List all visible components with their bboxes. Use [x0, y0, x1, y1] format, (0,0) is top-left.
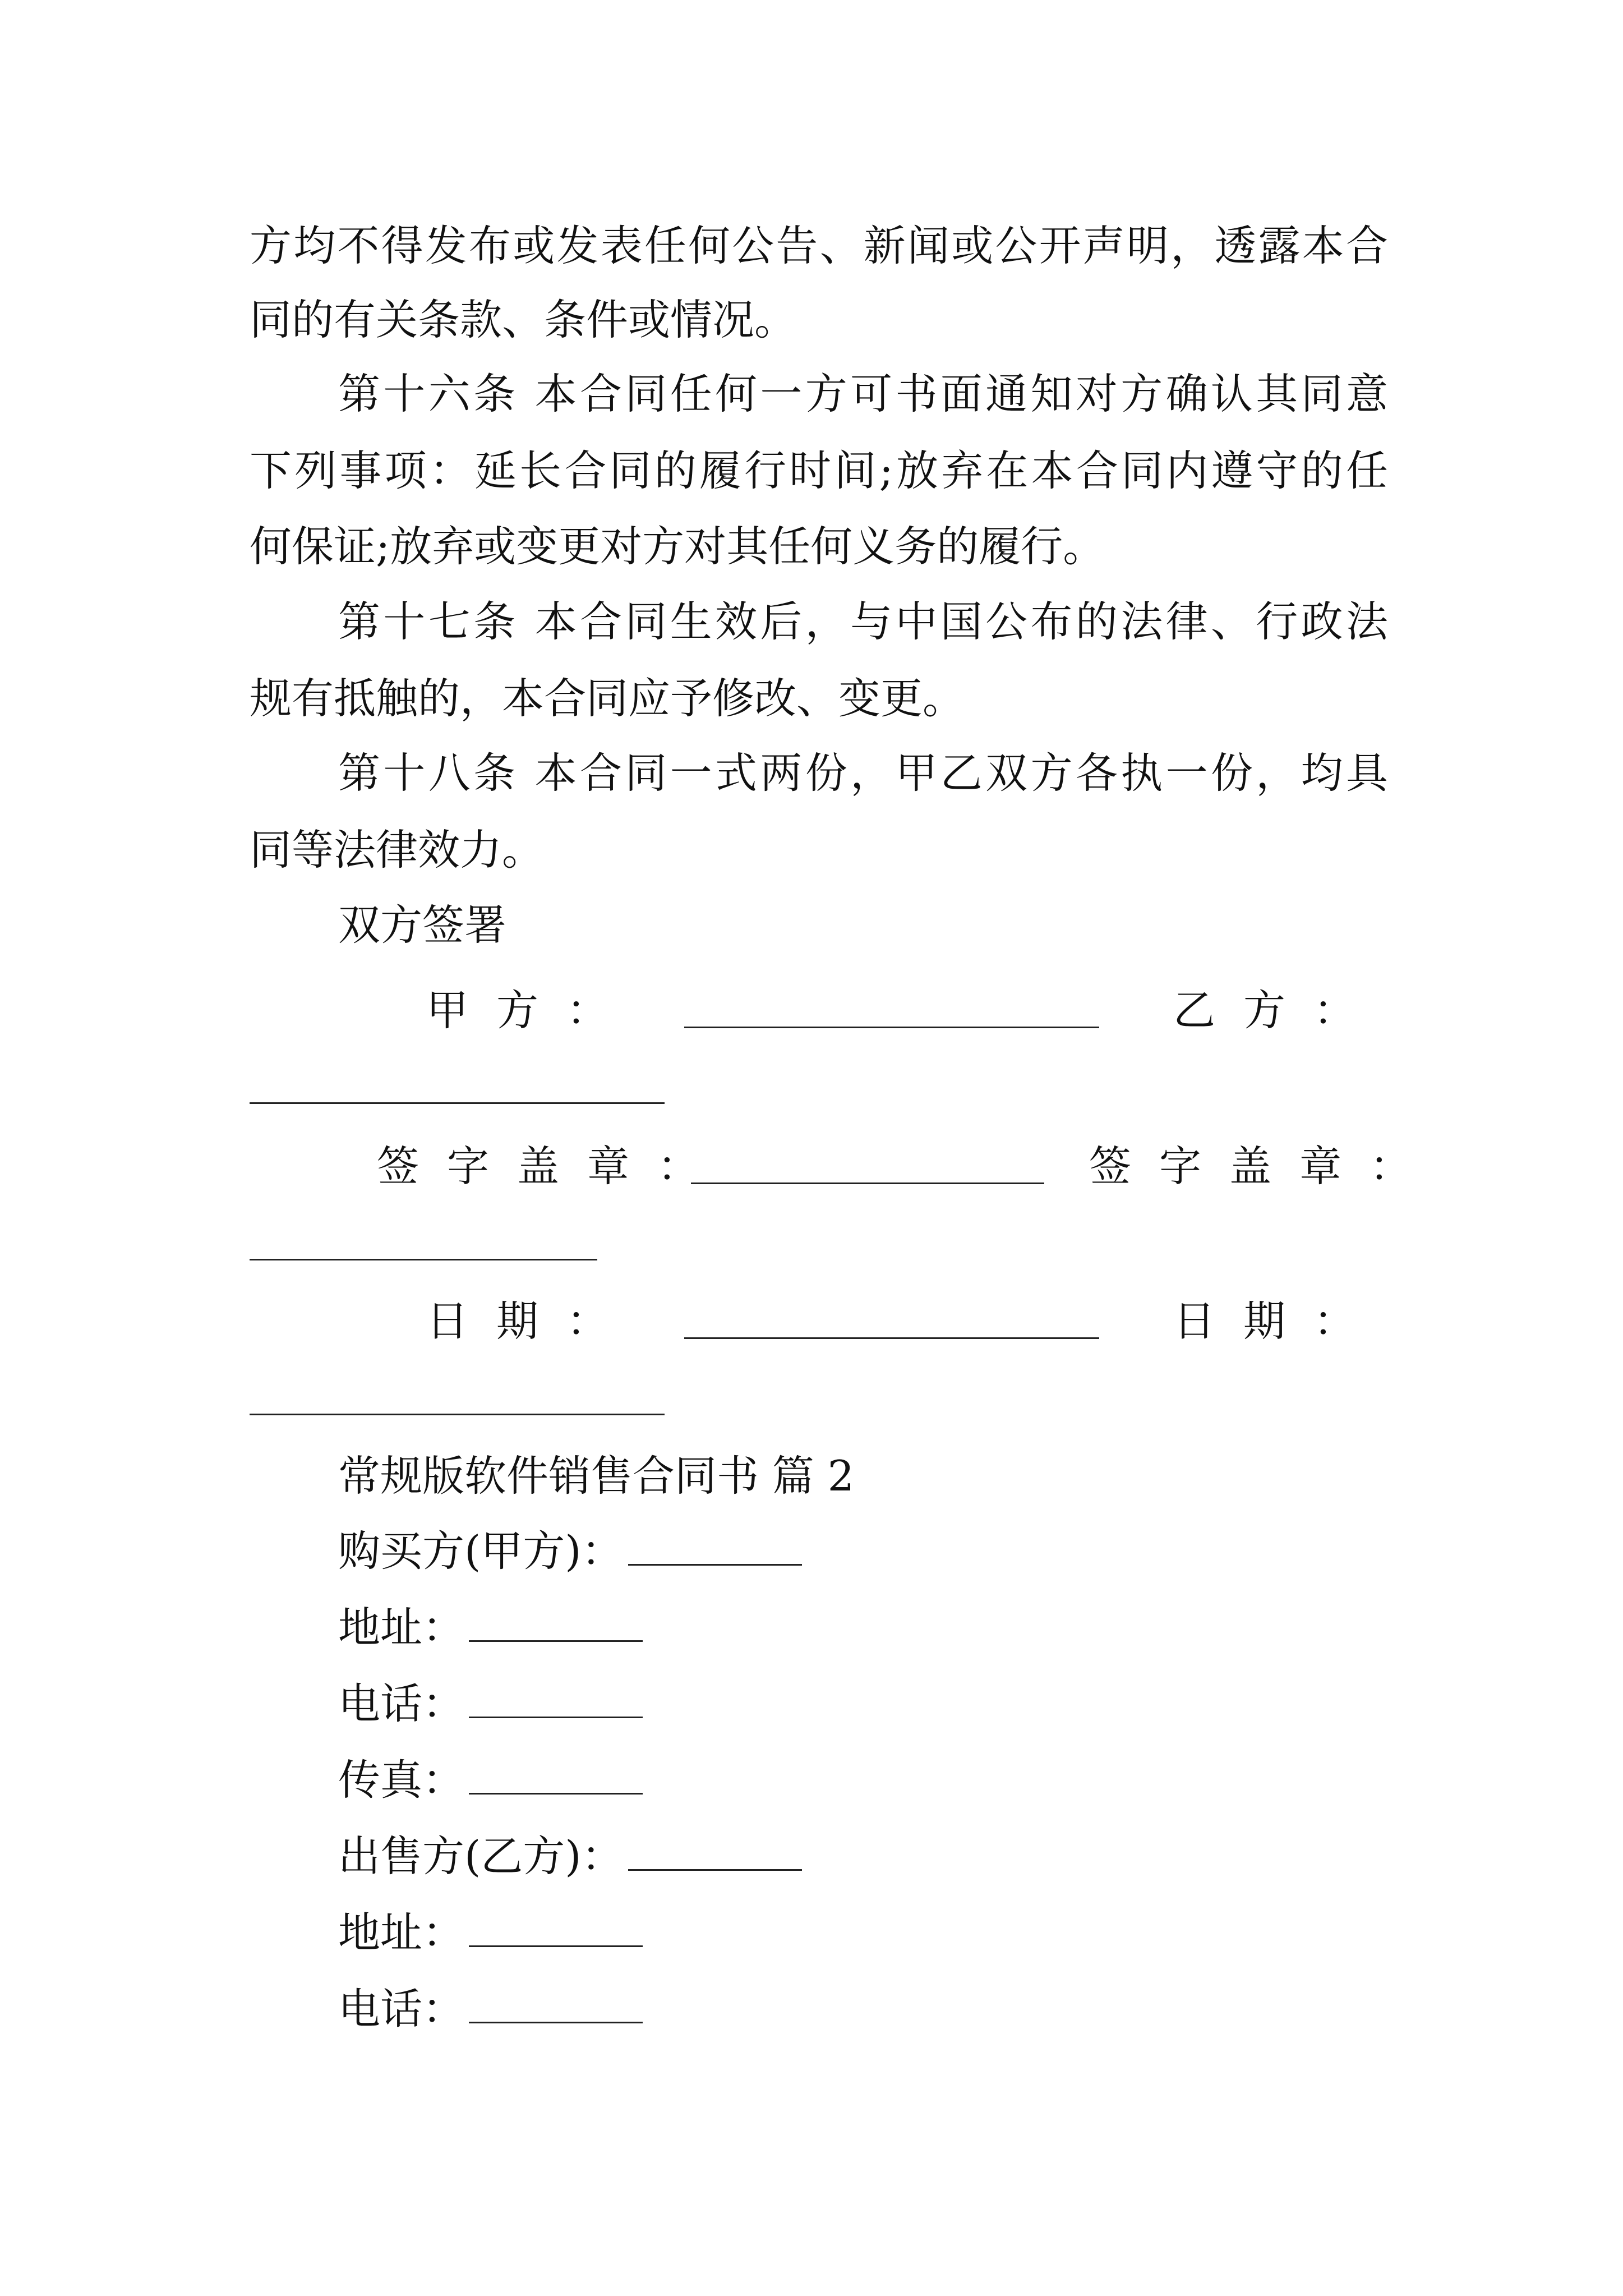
buyer-blank: [628, 1525, 802, 1566]
buyer-phone-blank: [469, 1677, 643, 1718]
buyer-phone-field: [338, 1673, 643, 1734]
section-2-title: 常规版软件销售合同书 篇 2: [338, 1451, 855, 1501]
article-16-line: 下列事项：延长合同的履行时间;放弃在本合同内遵守的任: [250, 446, 1388, 495]
seller-field: [338, 1825, 802, 1887]
signature-heading: 双方签署: [338, 900, 507, 950]
seal-b-blank: [250, 1259, 597, 1260]
seal-label-b: 签字盖章：: [1089, 1142, 1440, 1191]
party-b-blank: [250, 1102, 665, 1104]
buyer-field: [338, 1520, 802, 1582]
date-a-blank: [684, 1337, 1099, 1339]
date-label-b: 日期：: [1173, 1296, 1384, 1346]
party-a-blank: [684, 1027, 1099, 1028]
buyer-fax-field: [338, 1749, 643, 1811]
article-16-line: 何保证;放弃或变更对方对其任何义务的履行。: [250, 522, 1105, 571]
seller-phone-label: 电话：: [338, 1984, 465, 2033]
buyer-fax-blank: [469, 1754, 643, 1795]
seal-label-a: 签字盖章：: [377, 1142, 728, 1191]
buyer-label: 购买方(甲方)：: [338, 1526, 624, 1576]
article-18-line: 同等法律效力。: [250, 825, 545, 875]
seller-blank: [628, 1830, 802, 1871]
article-18-line: 第十八条 本合同一式两份，甲乙双方各执一份，均具: [338, 748, 1388, 798]
buyer-fax-label: 传真：: [338, 1755, 465, 1805]
seal-a-blank: [691, 1182, 1044, 1184]
paragraph-line: 同的有关条款、条件或情况。: [250, 295, 797, 344]
buyer-address-blank: [469, 1601, 643, 1642]
buyer-address-field: [338, 1596, 643, 1658]
article-17-line: 第十七条 本合同生效后，与中国公布的法律、行政法: [338, 597, 1388, 646]
seller-address-label: 地址：: [338, 1908, 465, 1957]
seller-phone-field: [338, 1978, 643, 2040]
article-17-line: 规有抵触的，本合同应予修改、变更。: [250, 674, 965, 723]
seller-address-blank: [469, 1906, 643, 1947]
seller-label: 出售方(乙方)：: [338, 1832, 624, 1881]
seller-phone-blank: [469, 1982, 643, 2023]
buyer-phone-label: 电话：: [338, 1679, 465, 1728]
article-16-line: 第十六条 本合同任何一方可书面通知对方确认其同意: [338, 369, 1388, 418]
paragraph-line: 方均不得发布或发表任何公告、新闻或公开声明，透露本合: [250, 221, 1388, 270]
date-label-a: 日期：: [426, 1296, 637, 1346]
buyer-address-label: 地址：: [338, 1603, 465, 1652]
party-b-label: 乙方：: [1173, 986, 1384, 1035]
seller-address-field: [338, 1902, 643, 1963]
date-b-blank: [250, 1414, 665, 1415]
party-a-label: 甲方：: [426, 986, 637, 1035]
